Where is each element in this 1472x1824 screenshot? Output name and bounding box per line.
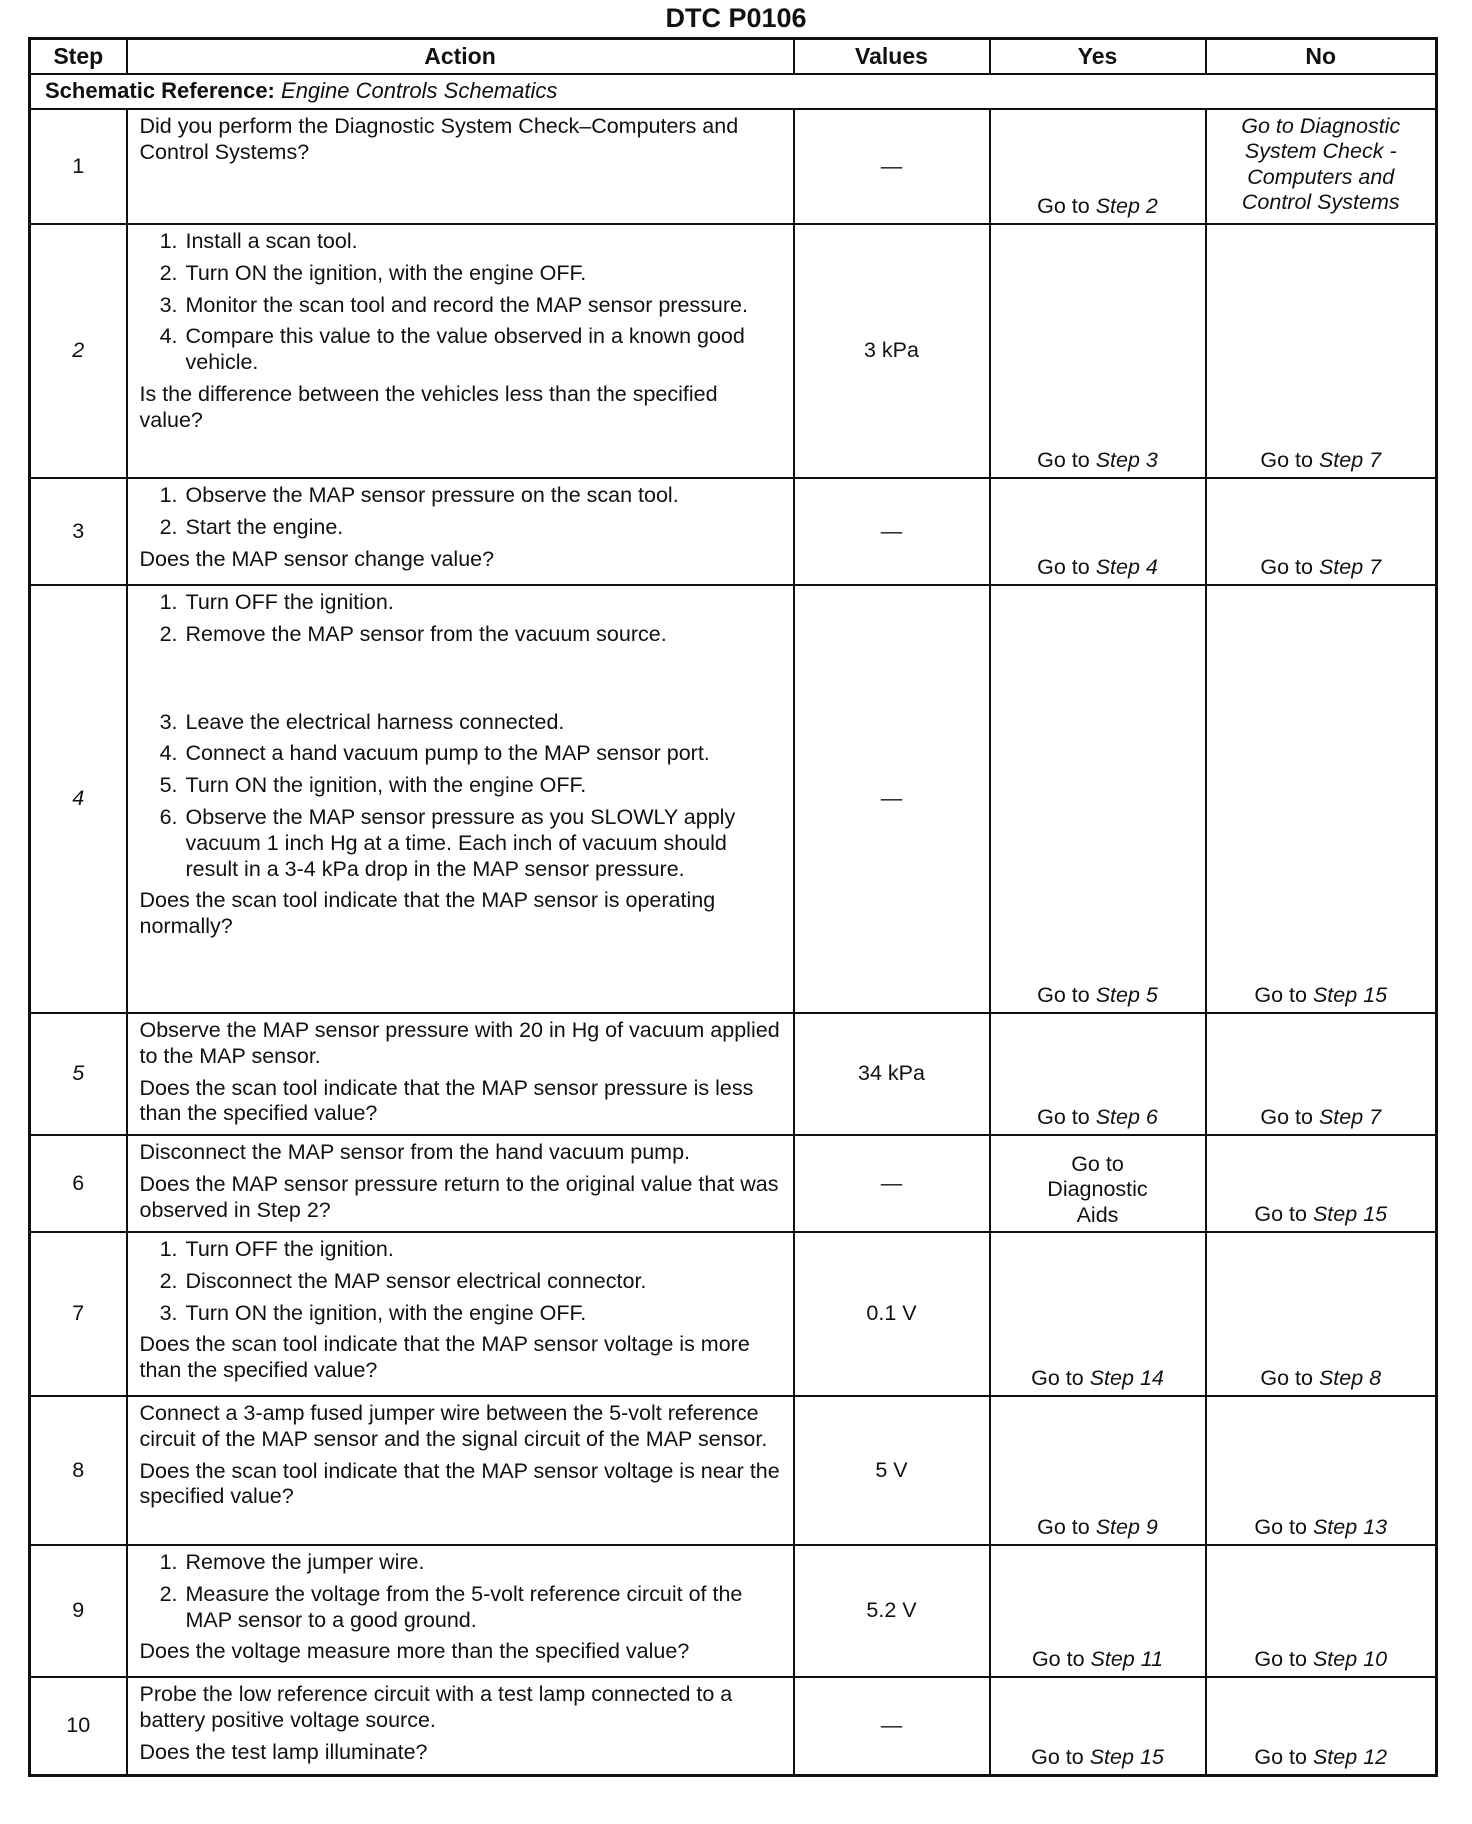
action-item: 1. Remove the jumper wire.	[159, 1550, 425, 1574]
action-item: 2. Measure the voltage from the 5-volt reference circuit of the MAP sensor to a good ground.	[159, 1581, 743, 1632]
yes-result: Go to Step 15	[1031, 1744, 1164, 1769]
instruction: Connect a 3-amp fused jumper wire between the 5-volt reference circuit of the MAP sensor and the signal circuit of the MAP sensor.	[139, 1401, 768, 1451]
action-item: 5. Turn ON the ignition, with the engine OFF.	[159, 773, 587, 798]
question: Does the voltage measure more than the specified value?	[139, 1639, 690, 1664]
question: Does the test lamp illuminate?	[139, 1739, 428, 1764]
header-action: Action	[127, 39, 794, 75]
table-row	[30, 1545, 1437, 1677]
value-cell: —	[794, 109, 990, 224]
step-number: 7	[30, 1232, 127, 1396]
yes-cell	[990, 1396, 1206, 1545]
value-cell: 5 V	[794, 1396, 990, 1545]
action-item: 4. Connect a hand vacuum pump to the MAP sensor port.	[159, 741, 710, 766]
step-number: 8	[30, 1396, 127, 1545]
yes-result: Go to Diagnostic Aids	[1047, 1151, 1148, 1227]
header-row	[30, 39, 1437, 75]
table-row	[30, 1135, 1437, 1232]
no-cell	[1206, 224, 1437, 478]
no-cell	[1206, 585, 1437, 1013]
value-cell: —	[794, 585, 990, 1013]
no-result: Go to Step 8	[1260, 1366, 1382, 1391]
value-cell: —	[794, 478, 990, 585]
question: Does the scan tool indicate that the MAP sensor is operating normally?	[139, 888, 716, 939]
instruction: Probe the low reference circuit with a test lamp connected to a battery positive voltage source.	[139, 1682, 733, 1732]
yes-cell	[990, 109, 1206, 224]
question: Is the difference between the vehicles less than the specified value?	[139, 381, 718, 432]
question: Does the MAP sensor pressure return to the original value that was observed in Step 2?	[139, 1171, 779, 1222]
header-step: Step	[30, 39, 127, 75]
yes-cell	[990, 478, 1206, 585]
step-number: 3	[30, 478, 127, 585]
yes-cell	[990, 1013, 1206, 1135]
no-result: Go to Step 10	[1254, 1647, 1388, 1672]
step-number: 6	[30, 1135, 127, 1232]
yes-result: Go to Step 5	[1037, 983, 1158, 1008]
header-yes: Yes	[990, 39, 1206, 75]
table-row	[30, 109, 1437, 224]
no-result: Go to Step 7	[1260, 448, 1382, 473]
value-cell: 5.2 V	[794, 1545, 990, 1677]
action-item: 2. Remove the MAP sensor from the vacuum source.	[159, 621, 667, 646]
no-cell	[1206, 1396, 1437, 1545]
table-row	[30, 585, 1437, 1013]
step-number: 5	[30, 1013, 127, 1135]
schematic-reference	[30, 74, 1437, 109]
action-item: 2. Disconnect the MAP sensor electrical connector.	[159, 1268, 647, 1293]
table-row	[30, 1232, 1437, 1396]
header-no: No	[1206, 39, 1437, 75]
schematic-reference-label: Schematic Reference:	[45, 78, 275, 104]
header-values: Values	[794, 39, 990, 75]
yes-cell	[990, 585, 1206, 1013]
question: Does the scan tool indicate that the MAP sensor voltage is more than the specified value?	[139, 1332, 750, 1383]
question: Does the scan tool indicate that the MAP sensor voltage is near the specified value?	[139, 1458, 780, 1509]
no-result: Go to Step 15	[1254, 1202, 1388, 1227]
no-cell	[1206, 1013, 1437, 1135]
instruction: Disconnect the MAP sensor from the hand vacuum pump.	[139, 1140, 691, 1164]
step-number: 4	[30, 585, 127, 1013]
value-cell: —	[794, 1677, 990, 1775]
step-number: 2	[30, 224, 127, 478]
no-cell	[1206, 478, 1437, 585]
question: Does the scan tool indicate that the MAP sensor pressure is less than the specified value?	[139, 1075, 754, 1126]
schematic-reference-row	[30, 74, 1437, 109]
action-item: 3. Leave the electrical harness connected.	[159, 709, 565, 734]
value-cell: —	[794, 1135, 990, 1232]
action-cell	[127, 1135, 794, 1232]
yes-cell	[990, 1232, 1206, 1396]
action-item: 6. Observe the MAP sensor pressure as you SLOWLY apply vacuum 1 inch Hg at a time. Each inch of vacuum should result in a 3-4 kPa drop in the MAP sensor pressure.	[159, 804, 736, 881]
action-item: 3. Monitor the scan tool and record the MAP sensor pressure.	[159, 292, 748, 317]
action-cell	[127, 1396, 794, 1545]
no-result: Go to Step 13	[1254, 1515, 1388, 1540]
page-title: DTC P0106	[665, 3, 807, 33]
action-item: 4. Compare this value to the value observed in a known good vehicle.	[159, 324, 745, 375]
no-result: Go to Step 12	[1254, 1744, 1388, 1769]
table-row	[30, 1013, 1437, 1135]
yes-result: Go to Step 3	[1037, 448, 1158, 473]
action-cell	[127, 478, 794, 585]
action-item: 2. Start the engine.	[159, 514, 344, 539]
yes-result: Go to Step 4	[1037, 555, 1158, 580]
action-cell	[127, 1232, 794, 1396]
yes-result: Go to Step 9	[1037, 1515, 1158, 1540]
yes-result: Go to Step 11	[1031, 1647, 1164, 1672]
instruction: Observe the MAP sensor pressure with 20 in Hg of vacuum applied to the MAP sensor.	[139, 1018, 780, 1068]
table-row	[30, 1677, 1437, 1775]
action-item: 1. Observe the MAP sensor pressure on the scan tool.	[159, 483, 679, 507]
action-cell	[127, 1677, 794, 1775]
action-item: 2. Turn ON the ignition, with the engine OFF.	[159, 260, 587, 285]
no-cell	[1206, 1677, 1437, 1775]
action-cell	[127, 224, 794, 478]
step-number: 10	[30, 1677, 127, 1775]
question: Did you perform the Diagnostic System Check–Computers and Control Systems?	[139, 114, 739, 164]
table-row	[30, 224, 1437, 478]
value-cell: 3 kPa	[794, 224, 990, 478]
no-cell	[1206, 109, 1437, 224]
no-cell	[1206, 1545, 1437, 1677]
yes-cell	[990, 1135, 1206, 1232]
yes-result: Go to Step 14	[1031, 1366, 1164, 1391]
yes-result: Go to Step 6	[1037, 1105, 1158, 1130]
yes-result: Go to Step 2	[1037, 194, 1158, 219]
action-item: 3. Turn ON the ignition, with the engine OFF.	[159, 1300, 587, 1325]
no-cell	[1206, 1135, 1437, 1232]
step-number: 1	[30, 109, 127, 224]
schematic-reference-value: Engine Controls Schematics	[281, 78, 558, 104]
no-result: Go to Step 7	[1260, 1105, 1382, 1130]
no-result: Go to Step 15	[1254, 983, 1388, 1008]
action-item: 1. Install a scan tool.	[159, 229, 358, 253]
table-row	[30, 1396, 1437, 1545]
value-cell: 0.1 V	[794, 1232, 990, 1396]
action-cell	[127, 109, 794, 224]
action-cell	[127, 1545, 794, 1677]
question: Does the MAP sensor change value?	[139, 546, 495, 571]
yes-cell	[990, 224, 1206, 478]
no-cell	[1206, 1232, 1437, 1396]
yes-cell	[990, 1677, 1206, 1775]
no-result: Go to Step 7	[1260, 555, 1382, 580]
yes-cell	[990, 1545, 1206, 1677]
action-item: 1. Turn OFF the ignition.	[159, 590, 394, 614]
step-number: 9	[30, 1545, 127, 1677]
value-cell: 34 kPa	[794, 1013, 990, 1135]
action-cell	[127, 585, 794, 1013]
action-item: 1. Turn OFF the ignition.	[159, 1237, 394, 1261]
no-result: Go to Diagnostic System Check - Computers and Control Systems	[1241, 114, 1401, 215]
table-row	[30, 478, 1437, 585]
diagnostic-table	[28, 37, 1438, 1777]
action-cell	[127, 1013, 794, 1135]
